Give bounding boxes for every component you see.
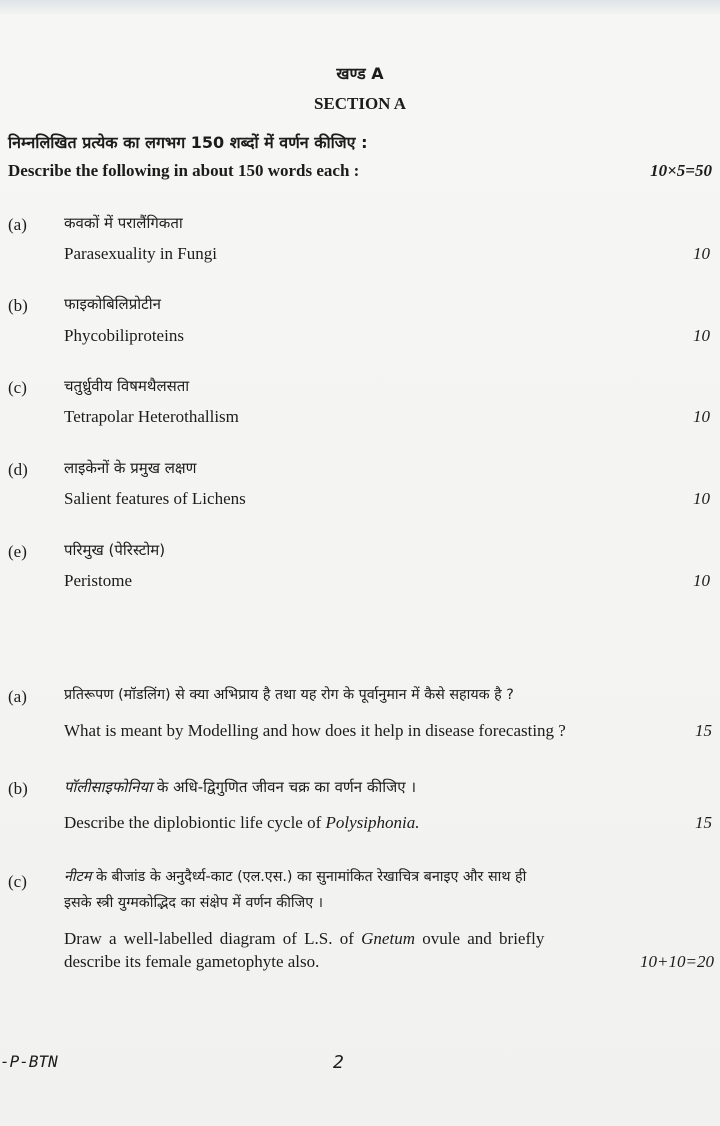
q2a-label: (a) <box>8 687 27 706</box>
q1e-hindi: परिमुख (पेरिस्टोम) <box>64 541 166 559</box>
q1a-hindi: कवकों में परालैंगिकता <box>64 214 183 232</box>
q2c-english-line2: describe its female gametophyte also. <box>64 952 320 971</box>
q1e-marks: 10 <box>693 571 710 590</box>
q2b-english <box>64 813 420 833</box>
q1e-english: Peristome <box>64 571 132 590</box>
section-title-english: SECTION A <box>313 94 407 113</box>
q2c-hindi-italic: नीटम <box>64 869 92 885</box>
q1b-label: (b) <box>8 296 28 315</box>
q1d-hindi: लाइकेनों के प्रमुख लक्षण <box>64 459 197 477</box>
q1c-marks: 10 <box>693 407 710 426</box>
q2b-marks: 15 <box>695 813 712 832</box>
q2a-marks: 15 <box>695 721 712 740</box>
q2b-hindi <box>64 777 416 797</box>
q2b-hindi-rest: के अधि-द्विगुणित जीवन चक्र का वर्णन कीजिए । <box>152 778 417 796</box>
q2c-english-post: ovule and briefly <box>414 929 545 948</box>
q2b-english-italic: Polysiphonia. <box>325 813 420 832</box>
q2c-english-italic: Gnetum <box>361 929 415 948</box>
footer-code: -P-BTN <box>0 1052 58 1071</box>
q1c-hindi: चतुर्ध्रुवीय विषमथैलसता <box>64 377 190 395</box>
q2b-hindi-italic: पॉलीसाइफोनिया <box>64 778 153 796</box>
q1b-marks: 10 <box>693 326 710 345</box>
page-number: 2 <box>333 1052 344 1073</box>
q2c-marks: 10+10=20 <box>640 952 714 971</box>
q2c-hindi-line2: इसके स्त्री युग्मकोद्भिद का संक्षेप में वर्णन कीजिए । <box>64 895 324 911</box>
q1a-english: Parasexuality in Fungi <box>64 244 217 263</box>
scan-top-edge <box>0 0 720 14</box>
q2c-english-pre: Draw a well-labelled diagram of L.S. of <box>64 929 362 948</box>
q1a-marks: 10 <box>693 244 710 263</box>
q1e-label: (e) <box>8 542 27 561</box>
q1b-english: Phycobiliproteins <box>64 326 184 345</box>
q1c-label: (c) <box>8 378 27 397</box>
q1d-marks: 10 <box>693 489 710 508</box>
q2b-label: (b) <box>8 779 28 798</box>
section-title-hindi: खण्ड A <box>336 64 384 83</box>
q1a-label: (a) <box>8 215 27 234</box>
q2c-hindi-line1 <box>64 867 526 886</box>
q2a-english: What is meant by Modelling and how does it help in disease forecasting ? <box>64 721 566 740</box>
q2c-hindi-rest: के बीजांड के अनुदैर्ध्य-काट (एल.एस.) का सुनामांकित रेखाचित्र बनाइए और साथ ही <box>91 869 527 885</box>
q1-instruction-english: Describe the following in about 150 words each : <box>8 161 360 180</box>
q2c-label: (c) <box>8 872 27 891</box>
q2a-hindi: प्रतिरूपण (मॉडलिंग) से क्या अभिप्राय है तथा यह रोग के पूर्वानुमान में कैसे सहायक है ? <box>64 687 514 703</box>
q2b-english-text: Describe the diplobiontic life cycle of <box>64 813 326 832</box>
q1-instruction-hindi: निम्नलिखित प्रत्येक का लगभग 150 शब्दों में वर्णन कीजिए : <box>8 133 368 152</box>
q1b-hindi: फाइकोबिलिप्रोटीन <box>64 295 161 313</box>
q1d-english: Salient features of Lichens <box>64 489 246 508</box>
q1c-english: Tetrapolar Heterothallism <box>64 407 239 426</box>
q2c-english-line1 <box>64 929 544 949</box>
q1-total-marks: 10×5=50 <box>650 161 712 180</box>
q1d-label: (d) <box>8 460 28 479</box>
